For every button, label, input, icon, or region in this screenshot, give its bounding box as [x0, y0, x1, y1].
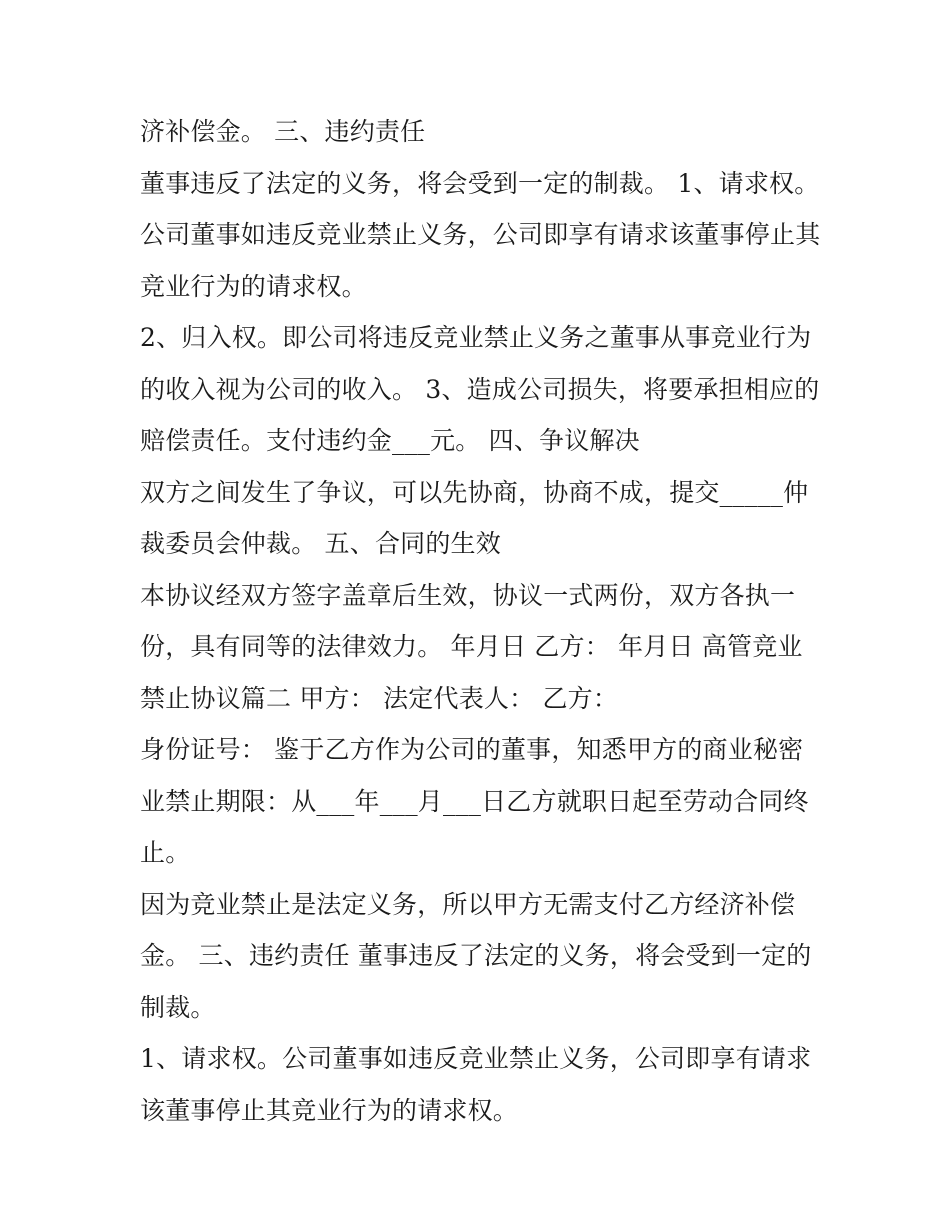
text-line-17: 金。 三、违约责任 董事违反了法定的义务，将会受到一定的: [140, 941, 812, 970]
text-line-4: 竞业行为的请求权。: [140, 271, 367, 301]
text-line-11: 份，具有同等的法律效力。 年月日 乙方： 年月日 高管竞业: [140, 632, 803, 661]
text-line-7: 赔偿责任。支付违约金___元。 四、争议解决: [140, 426, 640, 455]
text-line-8: 双方之间发生了争议，可以先协商，协商不成，提交_____仲: [140, 477, 809, 507]
text-line-3: 公司董事如违反竞业禁止义务，公司即享有请求该董事停止其: [140, 220, 821, 249]
text-line-18: 制裁。: [140, 992, 216, 1022]
text-line-14: 业禁止期限：从___年___月___日乙方就职日起至劳动合同终: [140, 786, 809, 816]
text-line-9: 裁委员会仲裁。 五、合同的生效: [140, 529, 501, 558]
text-line-10: 本协议经双方签字盖章后生效，协议一式两份，双方各执一: [140, 580, 796, 610]
text-line-2: 董事违反了法定的义务，将会受到一定的制裁。 1、请求权。: [140, 168, 820, 198]
text-line-1: 济补偿金。 三、违约责任: [140, 117, 426, 146]
text-line-16: 因为竞业禁止是法定义务，所以甲方无需支付乙方经济补偿: [140, 889, 796, 919]
text-line-6: 的收入视为公司的收入。 3、造成公司损失，将要承担相应的: [140, 374, 820, 404]
text-line-12: 禁止协议篇二 甲方： 法定代表人： 乙方：: [140, 683, 619, 713]
text-line-19: 1、请求权。公司董事如违反竞业禁止义务，公司即享有请求: [140, 1044, 812, 1073]
text-line-5: 2、归入权。即公司将违反竞业禁止义务之董事从事竞业行为: [140, 323, 812, 352]
text-line-20: 该董事停止其竞业行为的请求权。: [140, 1095, 519, 1125]
document-body: [140, 106, 840, 1136]
text-line-13: 身份证号： 鉴于乙方作为公司的董事，知悉甲方的商业秘密: [140, 735, 804, 764]
text-line-15: 止。: [140, 838, 191, 867]
